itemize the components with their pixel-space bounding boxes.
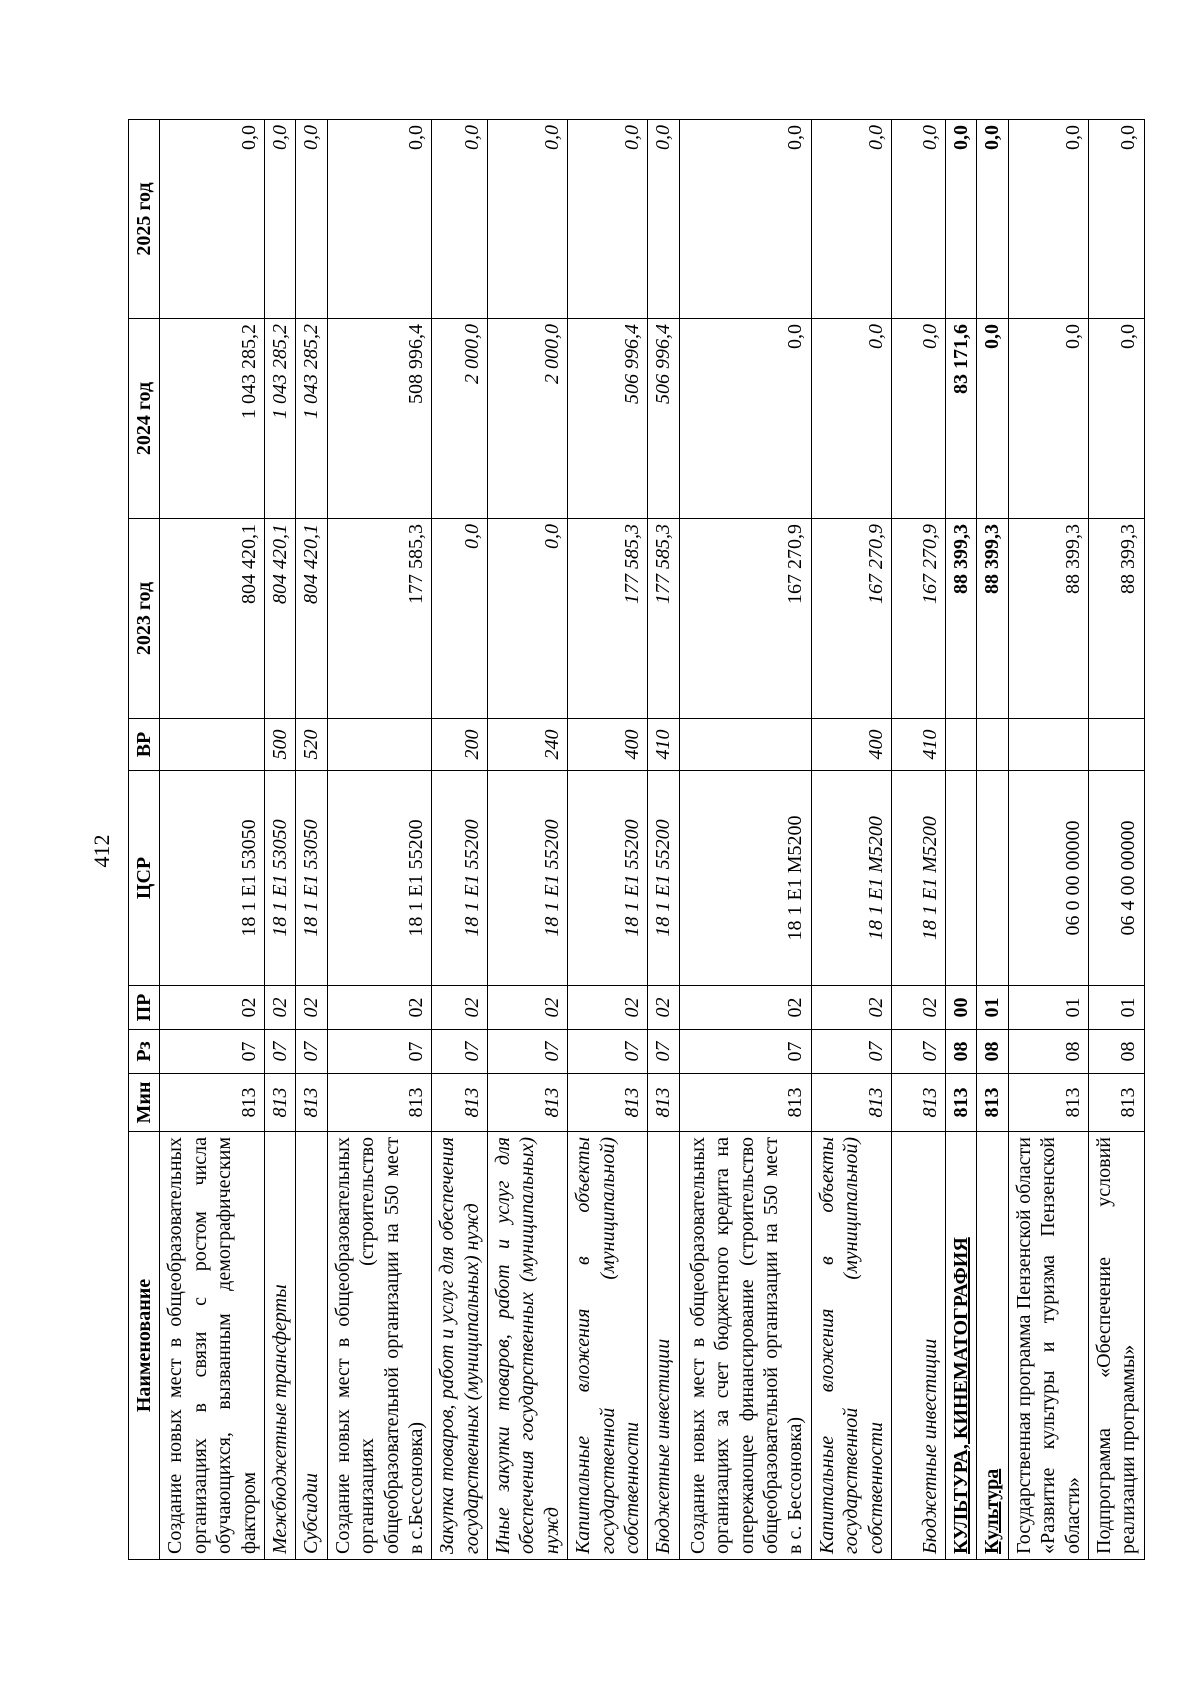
cell-csr: 18 1 E1 55200 bbox=[432, 771, 488, 986]
table-row bbox=[891, 120, 945, 1560]
cell-rz: 07 bbox=[160, 1030, 265, 1074]
cell-min: 813 bbox=[568, 1074, 648, 1132]
cell-rz: 07 bbox=[432, 1030, 488, 1074]
cell-name bbox=[811, 1132, 891, 1560]
cell-y2025: 0,0 bbox=[811, 120, 891, 319]
cell-min: 813 bbox=[977, 1074, 1008, 1132]
cell-y2023: 804 420,1 bbox=[264, 519, 295, 719]
cell-min: 813 bbox=[1008, 1074, 1088, 1132]
row-name-text: Подпрограмма «Обеспечение условий реализации программы» bbox=[1092, 1137, 1140, 1554]
cell-y2025: 0,0 bbox=[568, 120, 648, 319]
cell-csr: 18 1 E1 53050 bbox=[160, 771, 265, 986]
cell-pr: 02 bbox=[160, 986, 265, 1030]
cell-pr: 02 bbox=[432, 986, 488, 1030]
table-row bbox=[296, 120, 327, 1560]
cell-y2025: 0,0 bbox=[977, 120, 1008, 319]
cell-name bbox=[945, 1132, 976, 1560]
table-row bbox=[648, 120, 679, 1560]
row-name-text: Субсидии bbox=[300, 1472, 323, 1554]
cell-y2024: 506 996,4 bbox=[648, 319, 679, 519]
cell-y2023: 0,0 bbox=[432, 519, 488, 719]
table-row bbox=[811, 120, 891, 1560]
cell-y2023: 88 399,3 bbox=[977, 519, 1008, 719]
cell-y2024: 1 043 285,2 bbox=[296, 319, 327, 519]
cell-pr: 00 bbox=[945, 986, 976, 1030]
cell-vr: 200 bbox=[432, 719, 488, 771]
page-number: 412 bbox=[89, 834, 114, 868]
cell-vr bbox=[1008, 719, 1088, 771]
cell-y2024: 2 000,0 bbox=[488, 319, 568, 519]
cell-pr: 02 bbox=[648, 986, 679, 1030]
header-cell: ПР bbox=[129, 986, 160, 1030]
row-name-text: Создание новых мест в общеобразовательных организациях за счет бюджетного кредита на опережающее финансирование (строительство общеобразовательной организации на 550 мест в с. Бессоновка) bbox=[686, 1137, 807, 1554]
table-row bbox=[679, 120, 811, 1560]
cell-rz: 07 bbox=[264, 1030, 295, 1074]
cell-y2024: 0,0 bbox=[679, 319, 811, 519]
cell-name bbox=[264, 1132, 295, 1560]
cell-y2025: 0,0 bbox=[648, 120, 679, 319]
cell-min: 813 bbox=[648, 1074, 679, 1132]
cell-vr: 520 bbox=[296, 719, 327, 771]
cell-vr: 240 bbox=[488, 719, 568, 771]
cell-y2024: 0,0 bbox=[977, 319, 1008, 519]
cell-y2025: 0,0 bbox=[296, 120, 327, 319]
cell-vr: 410 bbox=[648, 719, 679, 771]
cell-y2024: 1 043 285,2 bbox=[264, 319, 295, 519]
cell-name bbox=[648, 1132, 679, 1560]
row-name-text: Создание новых мест в общеобразовательных организациях (строительство общеобразовательной организации на 550 мест в с.Бессоновка) bbox=[331, 1137, 427, 1554]
cell-csr: 18 1 E1 53050 bbox=[296, 771, 327, 986]
cell-y2023: 804 420,1 bbox=[160, 519, 265, 719]
cell-y2023: 177 585,3 bbox=[648, 519, 679, 719]
row-name-text: Государственная программа Пензенской области «Развитие культуры и туризма Пензенской области» bbox=[1012, 1137, 1084, 1554]
table-body bbox=[160, 120, 1144, 1560]
cell-csr: 18 1 E1 M5200 bbox=[811, 771, 891, 986]
header-cell: ВР bbox=[129, 719, 160, 771]
cell-pr: 02 bbox=[296, 986, 327, 1030]
row-name-text: КУЛЬТУРА, КИНЕМАТОГРАФИЯ bbox=[949, 1237, 972, 1554]
cell-rz: 07 bbox=[648, 1030, 679, 1074]
header-cell: ЦСР bbox=[129, 771, 160, 986]
cell-name bbox=[327, 1132, 432, 1560]
table-row bbox=[264, 120, 295, 1560]
row-name-text: Закупка товаров, работ и услуг для обеспечения государственных (муниципальных) нужд bbox=[436, 1137, 483, 1554]
cell-y2023: 167 270,9 bbox=[811, 519, 891, 719]
cell-rz: 07 bbox=[296, 1030, 327, 1074]
cell-csr: 18 1 E1 M5200 bbox=[891, 771, 945, 986]
table-row bbox=[945, 120, 976, 1560]
cell-min: 813 bbox=[160, 1074, 265, 1132]
cell-y2024: 508 996,4 bbox=[327, 319, 432, 519]
cell-pr: 02 bbox=[568, 986, 648, 1030]
cell-rz: 08 bbox=[945, 1030, 976, 1074]
cell-csr: 18 1 E1 M5200 bbox=[679, 771, 811, 986]
table-row bbox=[977, 120, 1008, 1560]
cell-csr: 18 1 E1 53050 bbox=[264, 771, 295, 986]
cell-y2023: 167 270,9 bbox=[891, 519, 945, 719]
header-cell: Мин bbox=[129, 1074, 160, 1132]
cell-y2025: 0,0 bbox=[160, 120, 265, 319]
cell-vr bbox=[945, 719, 976, 771]
cell-y2024: 0,0 bbox=[891, 319, 945, 519]
cell-min: 813 bbox=[1088, 1074, 1144, 1132]
cell-rz: 08 bbox=[977, 1030, 1008, 1074]
cell-y2025: 0,0 bbox=[1088, 120, 1144, 319]
cell-rz: 07 bbox=[891, 1030, 945, 1074]
cell-pr: 01 bbox=[1088, 986, 1144, 1030]
cell-vr bbox=[679, 719, 811, 771]
table-row bbox=[1008, 120, 1088, 1560]
cell-name bbox=[432, 1132, 488, 1560]
cell-y2025: 0,0 bbox=[679, 120, 811, 319]
cell-vr bbox=[160, 719, 265, 771]
cell-min: 813 bbox=[945, 1074, 976, 1132]
cell-name bbox=[488, 1132, 568, 1560]
cell-y2023: 88 399,3 bbox=[945, 519, 976, 719]
cell-pr: 02 bbox=[679, 986, 811, 1030]
cell-pr: 02 bbox=[327, 986, 432, 1030]
cell-y2023: 177 585,3 bbox=[568, 519, 648, 719]
cell-min: 813 bbox=[679, 1074, 811, 1132]
cell-pr: 02 bbox=[811, 986, 891, 1030]
cell-csr: 06 0 00 00000 bbox=[1008, 771, 1088, 986]
cell-name bbox=[296, 1132, 327, 1560]
cell-y2025: 0,0 bbox=[945, 120, 976, 319]
cell-pr: 01 bbox=[1008, 986, 1088, 1030]
cell-rz: 07 bbox=[679, 1030, 811, 1074]
row-name-text: Иные закупки товаров, работ и услуг для обеспечения государственных (муниципальных) нужд bbox=[492, 1137, 563, 1554]
row-name-text: Бюджетные инвестиции bbox=[918, 1338, 941, 1554]
cell-vr bbox=[977, 719, 1008, 771]
header-cell: Наименование bbox=[129, 1132, 160, 1560]
cell-csr: 18 1 E1 55200 bbox=[568, 771, 648, 986]
cell-rz: 07 bbox=[811, 1030, 891, 1074]
cell-vr: 400 bbox=[568, 719, 648, 771]
cell-rz: 08 bbox=[1008, 1030, 1088, 1074]
cell-vr: 400 bbox=[811, 719, 891, 771]
cell-y2023: 88 399,3 bbox=[1008, 519, 1088, 719]
row-name-text: Межбюджетные трансферты bbox=[268, 1284, 291, 1554]
cell-csr bbox=[945, 771, 976, 986]
cell-name bbox=[568, 1132, 648, 1560]
header-cell: Рз bbox=[129, 1030, 160, 1074]
budget-table bbox=[128, 119, 1145, 1560]
cell-y2023: 804 420,1 bbox=[296, 519, 327, 719]
cell-pr: 02 bbox=[891, 986, 945, 1030]
table-row bbox=[432, 120, 488, 1560]
table-row bbox=[568, 120, 648, 1560]
cell-vr bbox=[1088, 719, 1144, 771]
cell-pr: 02 bbox=[264, 986, 295, 1030]
cell-y2023: 167 270,9 bbox=[679, 519, 811, 719]
header-row bbox=[129, 120, 160, 1560]
row-name-text: Капитальные вложения в объекты государственной (муниципальной) собственности bbox=[815, 1137, 887, 1554]
cell-pr: 02 bbox=[488, 986, 568, 1030]
cell-y2025: 0,0 bbox=[264, 120, 295, 319]
cell-y2025: 0,0 bbox=[432, 120, 488, 319]
cell-name bbox=[1008, 1132, 1088, 1560]
header-cell: 2023 год bbox=[129, 519, 160, 719]
cell-min: 813 bbox=[488, 1074, 568, 1132]
table-row bbox=[1088, 120, 1144, 1560]
cell-min: 813 bbox=[891, 1074, 945, 1132]
cell-csr: 18 1 E1 55200 bbox=[327, 771, 432, 986]
cell-y2025: 0,0 bbox=[891, 120, 945, 319]
cell-y2025: 0,0 bbox=[488, 120, 568, 319]
table-row bbox=[160, 120, 265, 1560]
cell-min: 813 bbox=[432, 1074, 488, 1132]
header-cell: 2024 год bbox=[129, 319, 160, 519]
cell-pr: 01 bbox=[977, 986, 1008, 1030]
cell-min: 813 bbox=[264, 1074, 295, 1132]
cell-y2024: 0,0 bbox=[811, 319, 891, 519]
cell-name bbox=[1088, 1132, 1144, 1560]
cell-y2024: 0,0 bbox=[1088, 319, 1144, 519]
cell-csr bbox=[977, 771, 1008, 986]
cell-y2023: 88 399,3 bbox=[1088, 519, 1144, 719]
cell-y2023: 177 585,3 bbox=[327, 519, 432, 719]
cell-y2025: 0,0 bbox=[327, 120, 432, 319]
table-row bbox=[488, 120, 568, 1560]
row-name-text: Бюджетные инвестиции bbox=[652, 1338, 675, 1554]
cell-min: 813 bbox=[296, 1074, 327, 1132]
row-name-text: Культура bbox=[981, 1468, 1004, 1554]
cell-rz: 07 bbox=[488, 1030, 568, 1074]
cell-name bbox=[679, 1132, 811, 1560]
rotated-table-container bbox=[128, 120, 1140, 1560]
row-name-text: Капитальные вложения в объекты государственной (муниципальной) собственности bbox=[572, 1137, 644, 1554]
header-cell: 2025 год bbox=[129, 120, 160, 319]
cell-vr bbox=[327, 719, 432, 771]
cell-rz: 07 bbox=[568, 1030, 648, 1074]
cell-csr: 06 4 00 00000 bbox=[1088, 771, 1144, 986]
cell-y2024: 2 000,0 bbox=[432, 319, 488, 519]
cell-vr: 410 bbox=[891, 719, 945, 771]
cell-min: 813 bbox=[811, 1074, 891, 1132]
cell-y2024: 506 996,4 bbox=[568, 319, 648, 519]
cell-name bbox=[160, 1132, 265, 1560]
cell-y2025: 0,0 bbox=[1008, 120, 1088, 319]
cell-name bbox=[977, 1132, 1008, 1560]
table-row bbox=[327, 120, 432, 1560]
cell-vr: 500 bbox=[264, 719, 295, 771]
cell-name bbox=[891, 1132, 945, 1560]
cell-csr: 18 1 E1 55200 bbox=[488, 771, 568, 986]
cell-y2023: 0,0 bbox=[488, 519, 568, 719]
cell-rz: 07 bbox=[327, 1030, 432, 1074]
cell-rz: 08 bbox=[1088, 1030, 1144, 1074]
cell-csr: 18 1 E1 55200 bbox=[648, 771, 679, 986]
cell-y2024: 83 171,6 bbox=[945, 319, 976, 519]
cell-min: 813 bbox=[327, 1074, 432, 1132]
cell-y2024: 1 043 285,2 bbox=[160, 319, 265, 519]
row-name-text: Создание новых мест в общеобразовательных организациях в связи с ростом числа обучающихся, вызванным демографическим фактором bbox=[164, 1137, 260, 1554]
cell-y2024: 0,0 bbox=[1008, 319, 1088, 519]
